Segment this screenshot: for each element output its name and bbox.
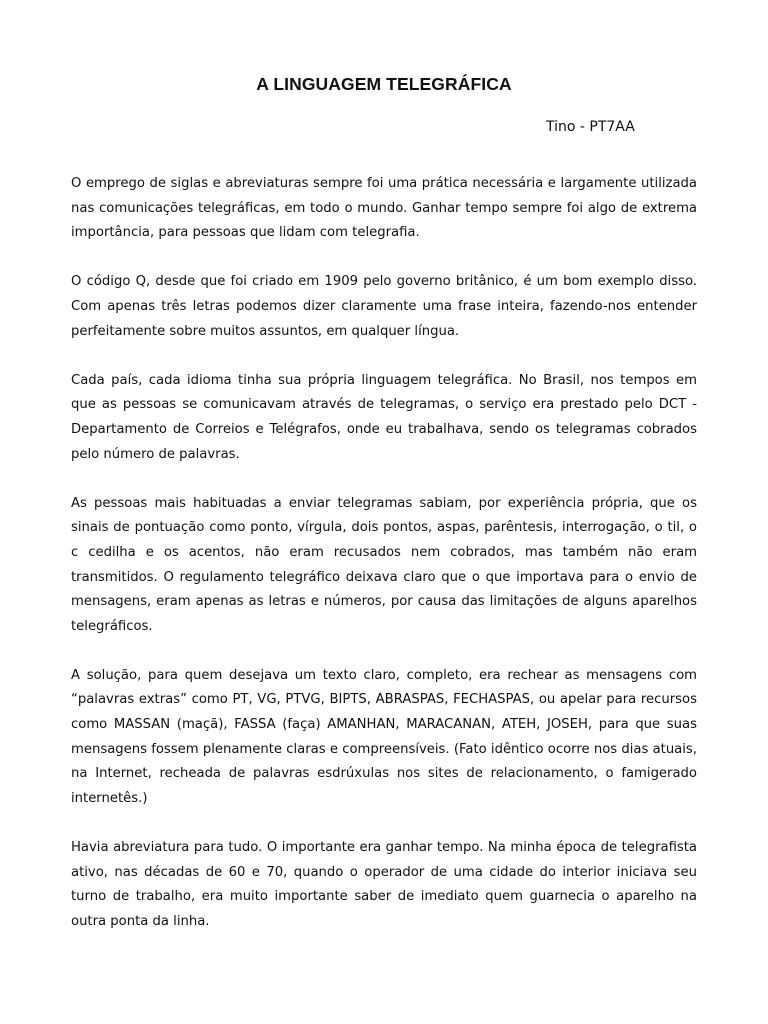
document-author: Tino - PT7AA	[546, 119, 635, 135]
paragraph: O emprego de siglas e abreviaturas sempre foi uma prática necessária e largamente utilizada nas comunicações telegráficas, em todo o mundo. Ganhar tempo sempre foi algo de extrema importância, para pessoas que lidam com telegrafia.	[71, 176, 697, 241]
document-body	[71, 172, 697, 934]
document-title: A LINGUAGEM TELEGRÁFICA	[256, 74, 512, 94]
paragraph: A solução, para quem desejava um texto claro, completo, era rechear as mensagens com “palavras extras” como PT, VG, PTVG, BIPTS, ABRASPAS, FECHASPAS, ou apelar para recursos como MASSAN (maçã), FASSA (faça) AMANHAN, MARACANAN, ATEH, JOSEH, para que suas mensagens fossem plenamente claras e compreensíveis. (Fato idêntico ocorre nos dias atuais, na Internet, recheada de palavras esdrúxulas nos sites de relacionamento, o famigerado internetês.)	[71, 667, 697, 806]
paragraph: As pessoas mais habituadas a enviar telegramas sabiam, por experiência própria, que os sinais de pontuação como ponto, vírgula, dois pontos, aspas, parêntesis, interrogação, o til, o c cedilha e os acentos, não eram recusados nem cobrados, mas também não eram transmitidos. O regulamento telegráfico deixava claro que o que importava para o envio de mensagens, eram apenas as letras e números, por causa das limitações de alguns aparelhos telegráficos.	[71, 495, 697, 634]
paragraph: Cada país, cada idioma tinha sua própria linguagem telegráfica. No Brasil, nos tempos em que as pessoas se comunicavam através de telegramas, o serviço era prestado pelo DCT - Departamento de Correios e Telégrafos, onde eu trabalhava, sendo os telegramas cobrados pelo número de palavras.	[71, 372, 697, 462]
paragraph: O código Q, desde que foi criado em 1909 pelo governo britânico, é um bom exemplo disso. Com apenas três letras podemos dizer claramente uma frase inteira, fazendo-nos entender perfeitamente sobre muitos assuntos, em qualquer língua.	[71, 274, 697, 339]
paragraph: Havia abreviatura para tudo. O importante era ganhar tempo. Na minha época de telegrafista ativo, nas décadas de 60 e 70, quando o operador de uma cidade do interior iniciava seu turno de trabalho, era muito importante saber de imediato quem guarnecia o aparelho na outra ponta da linha.	[71, 840, 697, 929]
